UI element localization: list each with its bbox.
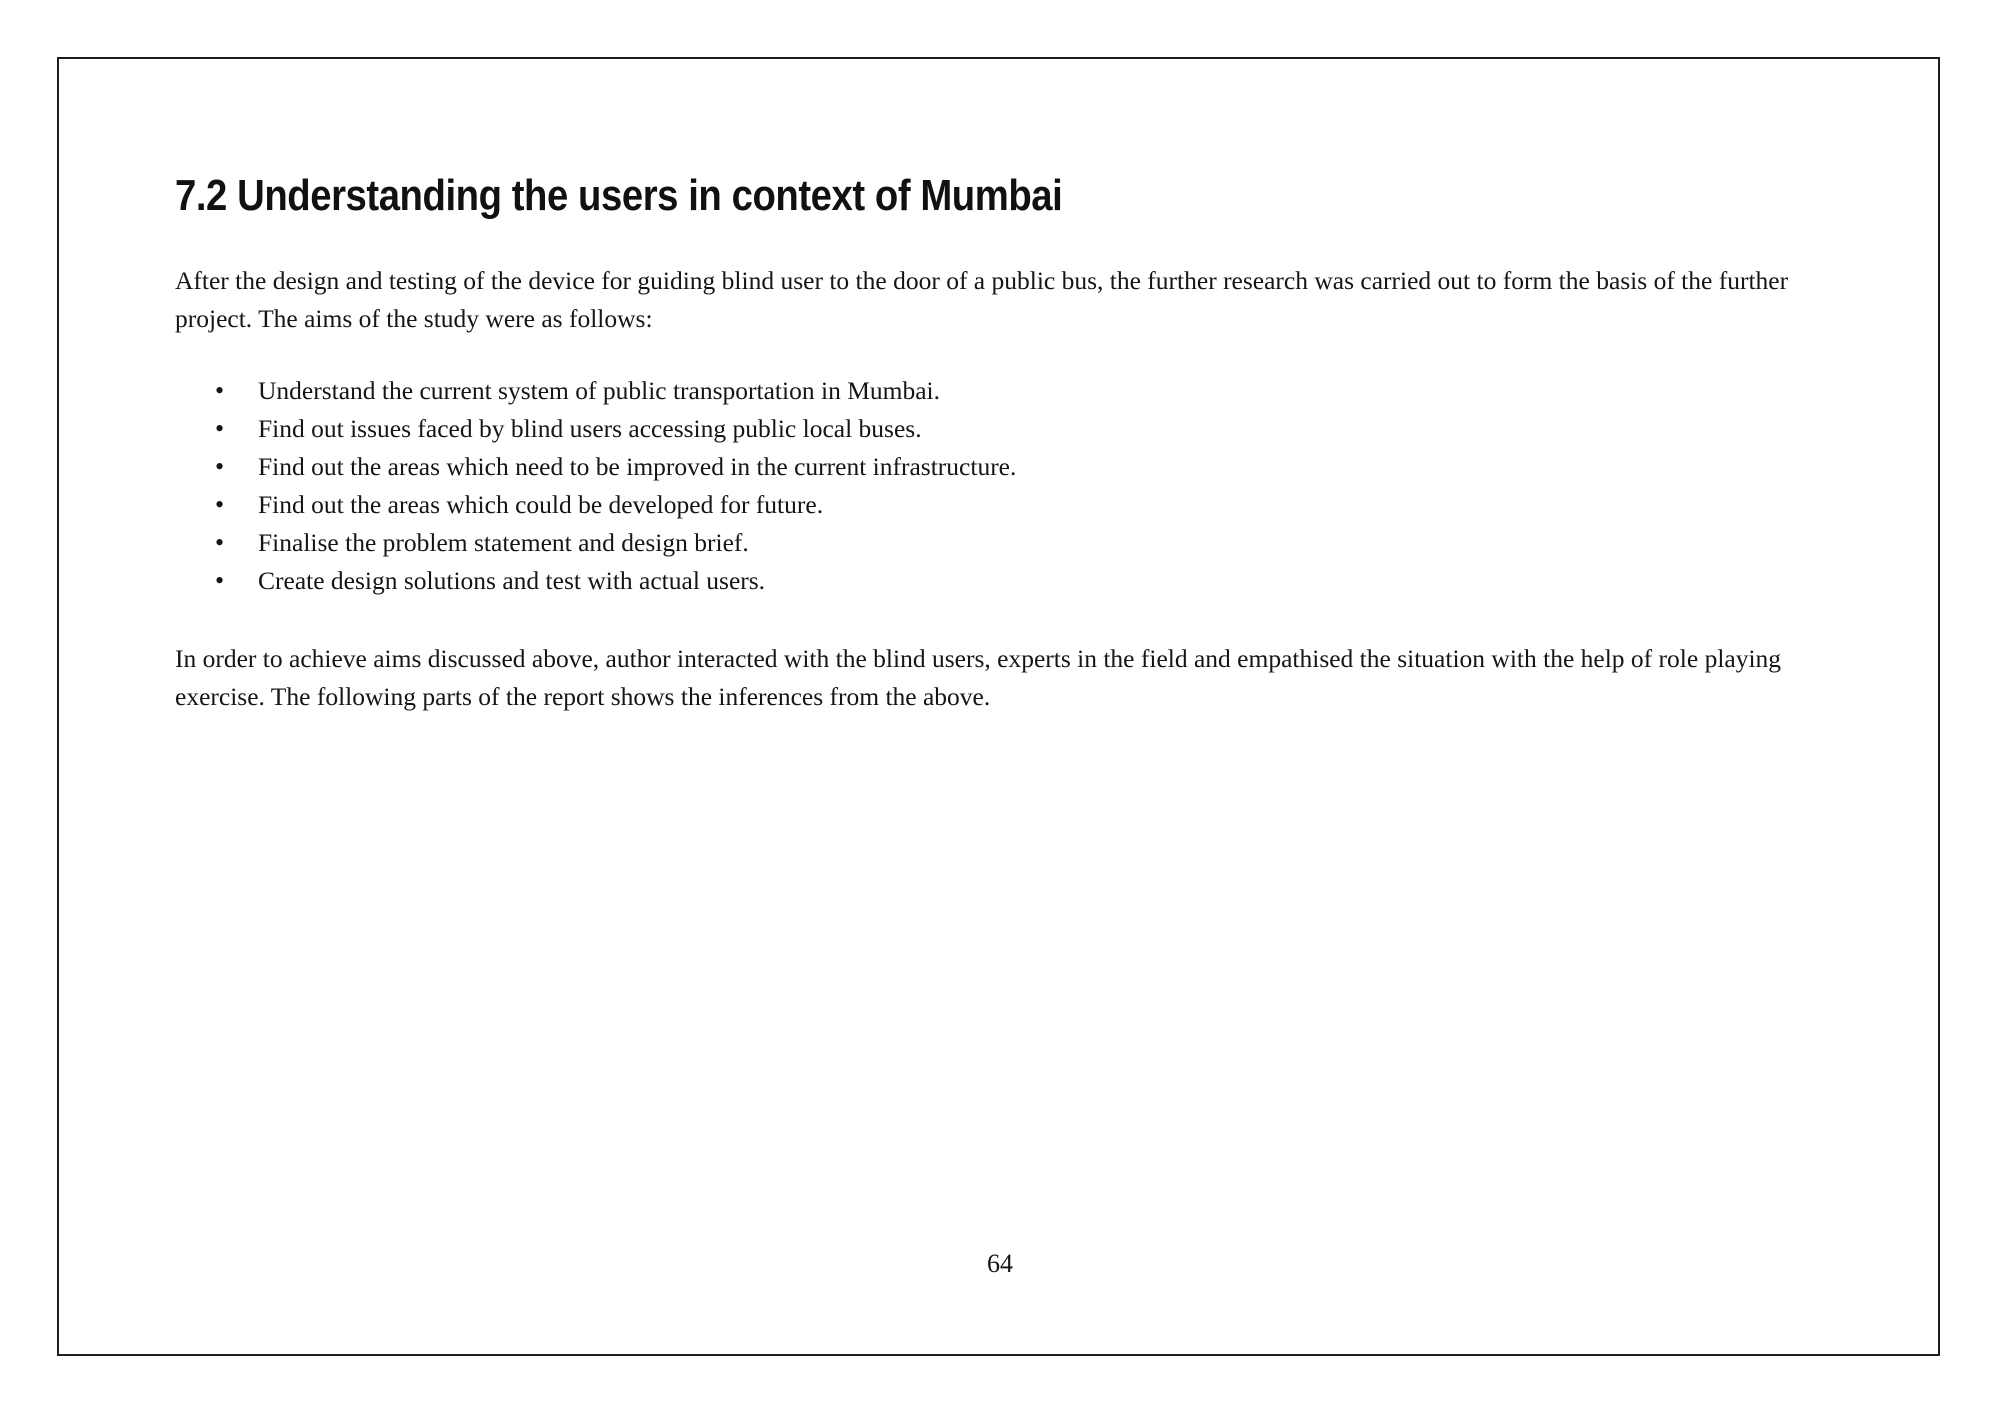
bullet-icon: • — [215, 490, 225, 519]
list-item-text: Finalise the problem statement and design brief. — [258, 528, 749, 557]
list-item-text: Find out issues faced by blind users accessing public local buses. — [258, 414, 922, 443]
list-item-text: Understand the current system of public transportation in Mumbai. — [258, 376, 940, 405]
list-item — [175, 524, 1795, 562]
aims-list — [175, 372, 1795, 600]
list-item — [175, 372, 1795, 410]
list-item-text: Find out the areas which need to be improved in the current infrastructure. — [258, 452, 1017, 481]
bullet-icon: • — [215, 566, 225, 595]
list-item — [175, 410, 1795, 448]
list-item — [175, 486, 1795, 524]
page-number: 64 — [987, 1249, 1013, 1278]
bullet-icon: • — [215, 452, 225, 481]
closing-paragraph: In order to achieve aims discussed above, author interacted with the blind users, experts in the field and empathised the situation with the help of role playing exercise. The following parts of the report shows the inferences from the above. — [175, 644, 1782, 711]
list-item — [175, 448, 1795, 486]
list-item — [175, 562, 1795, 600]
bullet-icon: • — [215, 528, 225, 557]
list-item-text: Find out the areas which could be developed for future. — [258, 490, 824, 519]
bullet-icon: • — [215, 414, 225, 443]
list-item-text: Create design solutions and test with actual users. — [258, 566, 766, 595]
section-heading: 7.2 Understanding the users in context of Mumbai — [175, 171, 1063, 220]
intro-paragraph: After the design and testing of the device for guiding blind user to the door of a public bus, the further research was carried out to form the basis of the further project. The aims of the study were as follows: — [175, 266, 1789, 333]
bullet-icon: • — [215, 376, 225, 405]
